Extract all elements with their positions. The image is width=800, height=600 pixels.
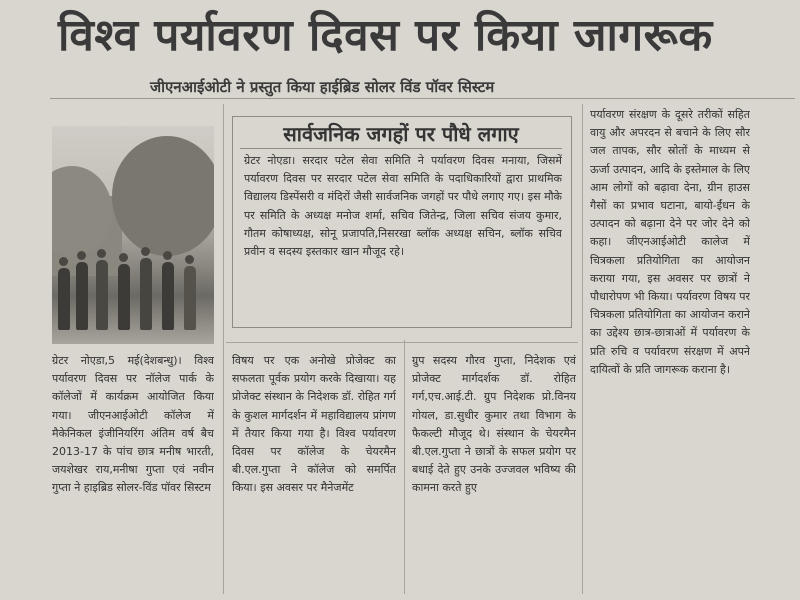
article-column-4: पर्यावरण संरक्षण के दूसरे तरीकों सहित वायु और अपरदन से बचाने के लिए सौर जल तापक, सौर स्रोतों के माध्यम से ऊर्जा उत्पादन, आदि के इस्तेमाल के लिए आम लोगों को बढ़ावा देना, ग्रीन हाउस गैसों का प्रभाव घटाना, बायो-ईंधन के उत्पादन को बढ़ाना देने पर जोर देने को कहा। जीएनआईओटी कालेज में चित्रकला प्रतियोगिता का आयोजन कराया गया, इस अवसर पर छात्रों ने पौधारोपण भी किया। पर्यावरण विषय पर चित्रकला प्रतियोगिता का आयोजन कराने का उद्देश्य छात्र-छात्राओं में पर्यावरण के प्रति रुचि व पर्यावरण संरक्षण में अपने दायित्वों के प्रति जागरूक कराना है। [590,108,750,376]
photo-person [96,260,108,330]
photo-person [76,262,88,330]
photo-head [59,257,68,266]
photo-person [162,262,174,330]
photo-person [184,266,196,330]
section-divider [226,342,578,343]
box-title: सार्वजनिक जगहों पर पौधे लगाए [283,122,519,146]
divider [50,98,795,99]
photo-head [185,255,194,264]
news-photo [52,126,214,344]
column-divider [582,104,583,594]
column-divider [404,340,405,594]
box-divider [240,148,562,149]
photo-tree [112,136,214,256]
photo-head [141,247,150,256]
subheadline: जीएनआईओटी ने प्रस्तुत किया हाईब्रिड सोलर विंड पॉवर सिस्टम [150,78,495,96]
photo-person [58,268,70,330]
headline: विश्व पर्यावरण दिवस पर किया जागरूक [58,10,713,61]
photo-head [119,253,128,262]
photo-head [97,249,106,258]
article-column-3: ग्रुप सदस्य गौरव गुप्ता, निदेशक एवं प्रोजेक्ट मार्गदर्शक डॉ. रोहित गर्ग,एच.आई.टी. ग्रुप निदेशक प्रो.विनय गोयल, डा.सुधीर कुमार तथा विभाग के फैकल्टी मौजूद थे। संस्थान के चेयरमैन बी.एल.गुप्ता ने छात्रों के सफल प्रयोग पर बधाई देते हुए उनके उज्जवल भविष्य की कामना करते हुए [412,354,576,495]
column-divider [223,104,224,594]
photo-head [163,251,172,260]
photo-person [118,264,130,330]
photo-person [140,258,152,330]
article-column-2: विषय पर एक अनोखे प्रोजेक्ट का सफलता पूर्वक प्रयोग करके दिखाया। यह प्रोजेक्ट संस्थान के निदेशक डॉ. रोहित गर्ग के कुशल मार्गदर्शन में महाविद्यालय प्रांगण में तैयार किया गया है। विश्व पर्यावरण दिवस पर कॉलेज के चेयरमैन बी.एल.गुप्ता ने कॉलेज को समर्पित किया। इस अवसर पर मैनेजमेंट [232,354,396,495]
article-column-1: ग्रेटर नोएडा,5 मई(देशबन्धु)। विश्व पर्यावरण दिवस पर नॉलेज पार्क के कॉलेजों में कार्यक्रम आयोजित किया गया। जीएनआईओटी कॉलेज में मैकेनिकल इंजीनियरिंग अंतिम वर्ष बैच 2013-17 के पांच छात्र मनीष भारती, जयशेखर राय,मनीषा गुप्ता एवं नवीन गुप्ता ने हाइब्रिड सोलर-विंड पॉवर सिस्टम [52,354,214,495]
box-body: ग्रेटर नोएडा। सरदार पटेल सेवा समिति ने पर्यावरण दिवस मनाया, जिसमें पर्यावरण दिवस पर सरदार पटेल सेवा समिति के पदाधिकारियों द्वारा प्राथमिक विद्यालय डिस्पेंसरी व मंदिरों जैसी सार्वजनिक जगहों पर पौधे लगाए गए। इस मौके पर समिति के अध्यक्ष मनोज शर्मा, सचिव जितेन्द्र, जिला सचिव संजय कुमार, गौतम कोषाध्यक्ष, सोनू प्रजापति,निसरखा ब्लॉक अध्यक्ष सचिन, ब्लॉक सचिव प्रवीन व सदस्य इस्तकार खान मौजूद रहे। [244,154,562,259]
photo-head [77,251,86,260]
